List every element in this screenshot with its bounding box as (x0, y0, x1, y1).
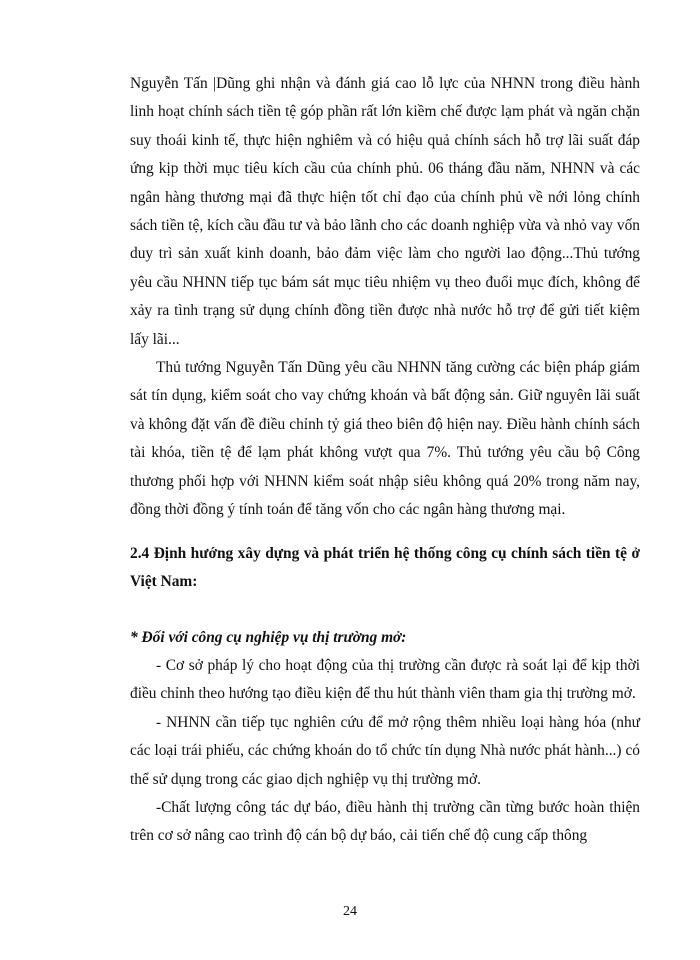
page-number: 24 (343, 904, 357, 919)
bullet-list (130, 652, 640, 851)
body-paragraph-1: Nguyễn Tấn |Dũng ghi nhận và đánh giá cao lỗ lực của NHNN trong điều hành linh hoạt chính sách tiền tệ góp phần rất lớn kiềm chế được lạm phát và ngăn chặn suy thoái kinh tế, thực hiện nghiêm và có hiệu quả chính sách hỗ trợ lãi suất đáp ứng kịp thời mục tiêu kích cầu của chính phủ. 06 tháng đầu năm, NHNN và các ngân hàng thương mại đã thực hiện tốt chỉ đạo của chính phủ về nới lỏng chính sách tiền tệ, kích cầu đầu tư và bảo lãnh cho các doanh nghiệp vừa và nhỏ vay vốn duy trì sản xuất kinh doanh, bảo đảm việc làm cho người lao động...Thủ tướng yêu cầu NHNN tiếp tục bám sát mục tiêu nhiệm vụ theo đuổi mục đích, không để xảy ra tình trạng sử dụng chính đồng tiền được nhà nước hỗ trợ để gửi tiết kiệm lấy lãi... (130, 75, 640, 348)
subsection-heading: * Đối với công cụ nghiệp vụ thị trường mở: (130, 629, 407, 646)
section-heading: 2.4 Định hướng xây dựng và phát triển hệ thống công cụ chính sách tiền tệ ở Việt Nam: (130, 545, 640, 591)
bullet-item-1: - Cơ sở pháp lý cho hoạt động của thị trường cần được rà soát lại để kịp thời điều chỉnh theo hướng tạo điều kiện để thu hút thành viên tham gia thị trường mở. (130, 657, 640, 703)
bullet-item-3: -Chất lượng công tác dự báo, điều hành thị trường cần từng bước hoàn thiện trên cơ sở nâng cao trình độ cán bộ dự báo, cải tiến chế độ cung cấp thông (130, 799, 640, 845)
body-paragraph-2: Thủ tướng Nguyễn Tấn Dũng yêu cầu NHNN tăng cường các biện pháp giám sát tín dụng, kiểm soát cho vay chứng khoán và bất động sản. Giữ nguyên lãi suất và không đặt vấn đề điều chỉnh tỷ giá theo biên độ hiện nay. Điều hành chính sách tài khóa, tiền tệ để lạm phát không vượt qua 7%. Thủ tướng yêu cầu bộ Công thương phối hợp với NHNN kiểm soát nhập siêu không quá 20% trong năm nay, đồng thời đồng ý tính toán để tăng vốn cho các ngân hàng thương mại. (130, 359, 640, 519)
bullet-item-2: - NHNN cần tiếp tục nghiên cứu để mở rộng thêm nhiều loại hàng hóa (như các loại trái phiếu, các chứng khoán do tổ chức tín dụng Nhà nước phát hành...) có thể sử dụng trong các giao dịch nghiệp vụ thị trường mở. (130, 713, 640, 788)
